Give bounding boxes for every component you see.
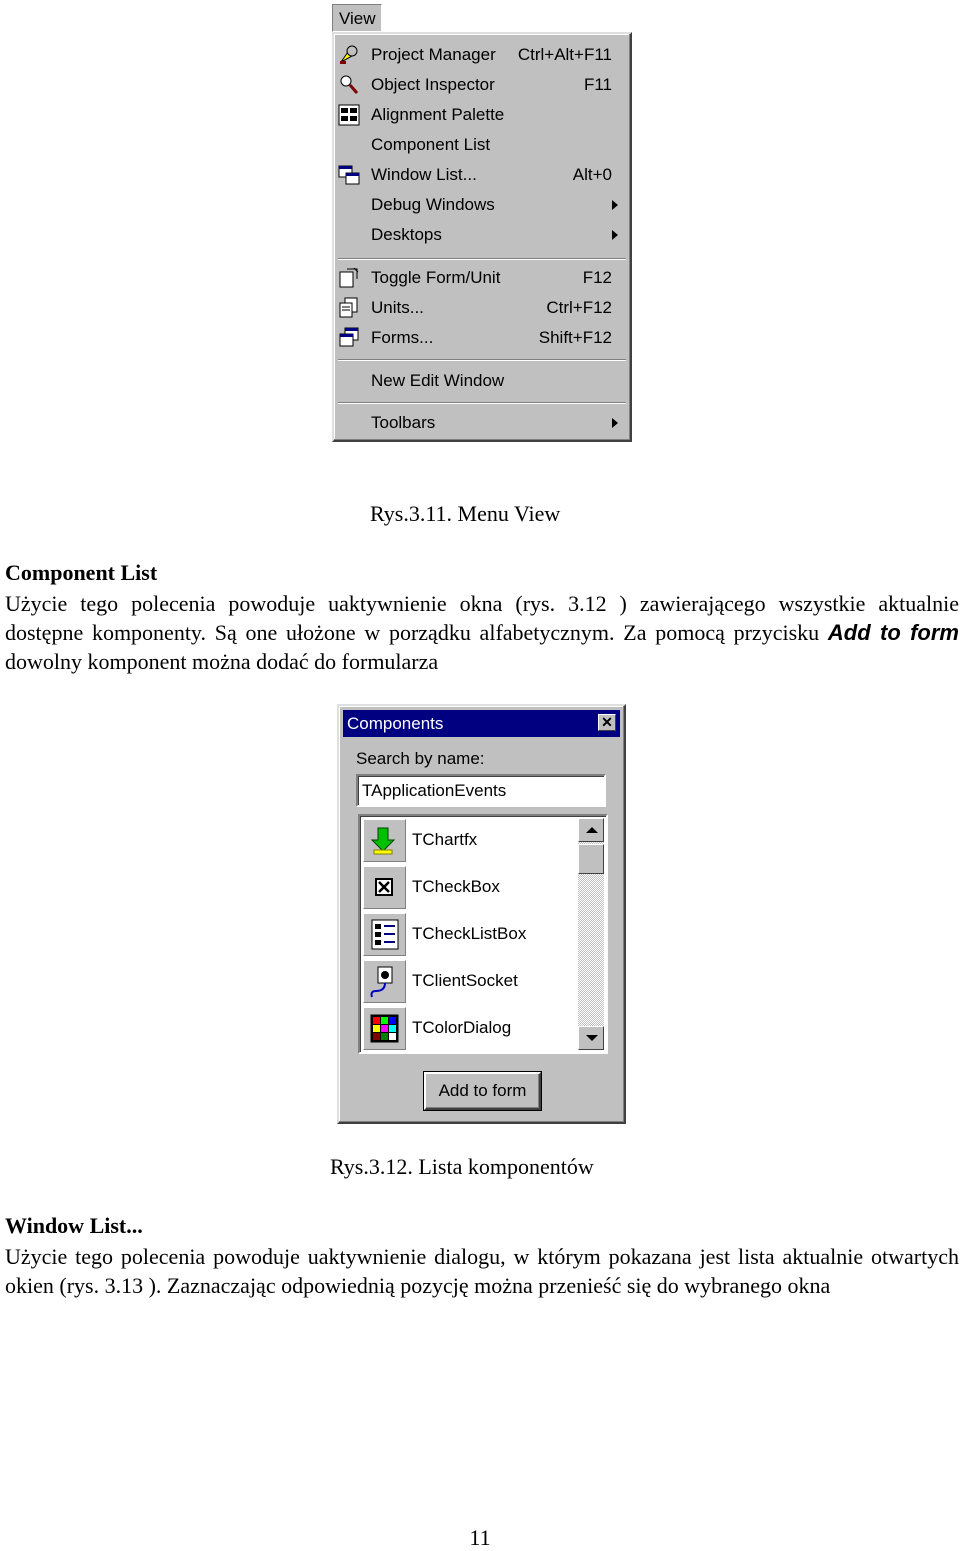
menu-separator [338,258,626,260]
paragraph-text: Użycie tego polecenia powoduje uaktywnienie okna (rys. 3.12 ) zawierającego wszystkie aktualnie dostępne komponenty. Są one ułożone w porządku alfabetycznym. Za pomocą przycisku [5,591,959,645]
section-heading-window-list: Window List... [5,1213,143,1238]
view-menu [332,32,632,442]
menu-item-shortcut: Ctrl+Alt+F11 [517,45,612,64]
list-item-label: TCheckListBox [412,924,527,943]
section-heading-component-list: Component List [5,560,158,585]
checklistbox-icon [363,913,406,956]
list-item-label: TChartfx [412,830,478,849]
menu-item-label: Forms... [371,328,434,347]
list-scrollbar[interactable] [578,818,604,1050]
units-icon [338,297,360,319]
menu-item-forms[interactable] [334,323,630,353]
menu-item-new-edit-window[interactable] [334,366,630,396]
add-to-form-button[interactable]: Add to form [424,1072,541,1110]
menu-item-label: New Edit Window [371,371,505,390]
toggle-form-unit-icon [338,267,360,289]
menu-item-label: Object Inspector [371,75,495,94]
menu-item-shortcut: Alt+0 [572,165,612,184]
menu-item-label: Toolbars [371,413,436,432]
list-item[interactable] [362,864,578,911]
menubar-view[interactable]: View [332,4,382,32]
object-inspector-icon [338,74,360,96]
menu-separator [338,359,626,361]
list-item-label: TColorDialog [412,1018,512,1037]
menu-item-shortcut: Shift+F12 [538,328,612,347]
close-icon[interactable]: ✕ [598,714,616,731]
menu-separator [338,402,626,404]
list-item[interactable] [362,911,578,958]
menu-item-debug-windows[interactable] [334,190,630,220]
project-manager-icon [338,44,360,66]
menu-item-label: Units... [371,298,424,317]
list-item[interactable] [362,1005,578,1052]
menu-item-label: Window List... [371,165,477,184]
menu-item-desktops[interactable] [334,220,630,250]
clientsocket-icon [363,960,406,1003]
scroll-up-button[interactable] [578,818,604,842]
menu-item-label: Debug Windows [371,195,495,214]
menu-item-alignment-palette[interactable] [334,100,630,130]
menu-item-label: Component List [371,135,491,154]
search-input[interactable]: TApplicationEvents [356,774,606,807]
submenu-arrow-icon [612,418,618,428]
add-to-form-emphasis: Add to form [827,620,959,645]
figure-caption-3-12: Rys.3.12. Lista komponentów [330,1154,594,1179]
menu-item-label: Toggle Form/Unit [371,268,501,287]
arrow-down-icon [586,1035,598,1041]
list-item-label: TCheckBox [412,877,500,896]
paragraph-text: dowolny komponent można dodać do formularza [5,649,439,674]
menu-item-shortcut: F11 [583,75,612,94]
scroll-down-button[interactable] [578,1026,604,1050]
page-number: 11 [469,1525,491,1550]
arrow-up-icon [586,827,598,833]
menu-item-project-manager[interactable] [334,40,630,70]
alignment-palette-icon [338,104,360,126]
menu-item-shortcut: Ctrl+F12 [546,298,612,317]
forms-icon [338,327,360,349]
list-item[interactable] [362,817,578,864]
figure-caption-3-11: Rys.3.11. Menu View [370,501,561,526]
components-window [337,704,626,1124]
menu-item-toggle-form-unit[interactable] [334,263,630,293]
colordialog-icon [363,1007,406,1050]
checkbox-icon [363,866,406,909]
menu-item-units[interactable] [334,293,630,323]
menu-item-shortcut: F12 [582,268,612,287]
submenu-arrow-icon [612,230,618,240]
scroll-thumb[interactable] [578,844,604,874]
window-title: Components [347,714,444,733]
menu-item-window-list[interactable] [334,160,630,190]
submenu-arrow-icon [612,200,618,210]
menu-item-component-list[interactable] [334,130,630,160]
section-paragraph-window-list: Użycie tego polecenia powoduje uaktywnienie dialogu, w którym pokazana jest lista aktualnie otwartych okien (rys. 3.13 ). Zaznaczając odpowiednią pozycję można przenieść się do wybranego okna [5,1244,959,1298]
menu-item-label: Alignment Palette [371,105,505,124]
window-titlebar [343,710,620,737]
menu-item-label: Desktops [371,225,442,244]
chartfx-icon [363,819,406,862]
menu-item-label: Project Manager [371,45,496,64]
menu-item-object-inspector[interactable] [334,70,630,100]
window-list-icon [338,164,360,186]
list-item[interactable] [362,958,578,1005]
search-label: Search by name: [356,749,485,768]
component-list[interactable] [358,814,608,1054]
menu-item-toolbars[interactable] [334,408,630,438]
section-paragraph-component-list [5,589,959,676]
list-item-label: TClientSocket [412,971,518,990]
